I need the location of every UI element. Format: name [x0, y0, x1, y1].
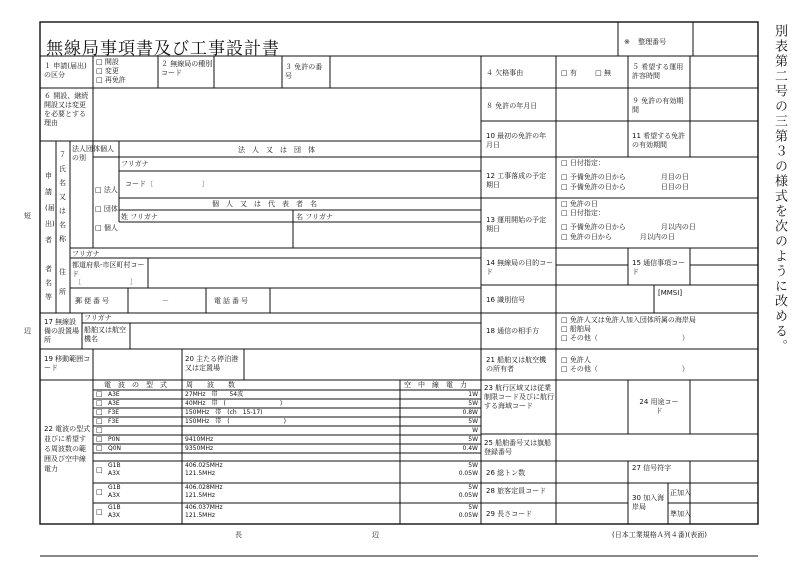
- field-26-label: 26 総トン数: [486, 469, 526, 477]
- home-port-input[interactable]: [245, 350, 480, 379]
- field-13-label: 13 運用開始の予定期日: [486, 216, 547, 233]
- checkbox-icon: [561, 334, 568, 342]
- f21-option-other[interactable]: □ その他（ ）: [561, 365, 689, 374]
- checkbox-icon: [561, 209, 568, 217]
- footer-note: (日本工業規格Ａ列４番)(表面): [612, 531, 707, 539]
- vessel-name-label: 船舶又は航空機名: [84, 326, 126, 343]
- checkbox-icon: [595, 69, 602, 77]
- field-17-label: 17 無線設備の設置場所: [44, 318, 79, 344]
- full-member-input[interactable]: [691, 484, 757, 502]
- power-cell: 0.4W: [462, 445, 478, 452]
- field-5-label: ５ 希望する運用許容時間: [632, 63, 684, 80]
- field-1-label: １ 申請(届出)の区分: [44, 62, 87, 79]
- field-14-label: 14 無線局の目的コード: [486, 259, 554, 276]
- associate-member-input[interactable]: [691, 504, 757, 523]
- checkbox-icon: [96, 58, 103, 66]
- field-10-label: 10 最初の免許の年月日: [486, 132, 547, 149]
- checkbox-icon: [561, 365, 568, 373]
- f1-option-new[interactable]: □ 開設: [96, 58, 126, 67]
- call-sign-input[interactable]: [557, 286, 757, 312]
- field-22-label: 22 電波の型式並びに希望する周波数の範囲及び空中線電力: [44, 425, 91, 473]
- field-21-label: 21 船舶又は航空機の所有者: [486, 356, 547, 373]
- emission-type-cell: G1B A3X: [108, 484, 121, 499]
- power-cell: 5W 0.05W: [458, 504, 478, 519]
- operating-hours-input[interactable]: [691, 57, 757, 87]
- field-19-label: 19 移動範囲コード: [44, 355, 91, 372]
- passenger-code-input[interactable]: [557, 484, 627, 502]
- frequency-cell: 150MHz 帯 ( ): [185, 418, 286, 425]
- mmsi-label: [MMSI]: [658, 289, 683, 297]
- f13-option-date[interactable]: □ 日付指定：: [561, 209, 696, 218]
- power-cell: 1W: [468, 391, 478, 398]
- f13-option-prelicense[interactable]: □ 予備免許の日から 月以内の日: [561, 223, 696, 232]
- power-cell: 5W 0.05W: [458, 484, 478, 499]
- station-type-code-input[interactable]: [215, 57, 281, 87]
- desired-validity-input[interactable]: [691, 122, 757, 156]
- prefecture-code-bracket: 〔 〕: [74, 278, 137, 286]
- emission-type-cell: A3E: [108, 400, 120, 407]
- installation-furigana-label: フリガナ: [84, 314, 112, 322]
- f13-options: [561, 200, 696, 242]
- checkbox-icon: [561, 223, 568, 231]
- frequency-cell: 27MHz 帯 54波: [185, 391, 244, 398]
- checkbox-icon: [561, 356, 568, 364]
- power-cell: 0.8W: [462, 409, 478, 416]
- emission-row-checkbox[interactable]: [96, 417, 103, 426]
- f4-options: [561, 69, 611, 78]
- phone-label: 電話番号: [214, 297, 250, 305]
- power-cell: 5W 0.05W: [458, 462, 478, 477]
- field-9-label: ９ 免許の有効期間: [632, 97, 684, 114]
- f1-option-change[interactable]: □ 変更: [96, 67, 126, 76]
- associate-member-label: 準加入: [670, 510, 691, 518]
- address-input[interactable]: [149, 259, 480, 287]
- f18-option-coast-station[interactable]: □ 免許人又は免許人加入団体所属の海岸局: [561, 316, 696, 325]
- bottom-label-2: 辺: [372, 531, 379, 539]
- registration-label: [624, 38, 666, 47]
- field-2-label: ２ 無線局の種別コード: [161, 60, 213, 77]
- power-cell: W: [472, 427, 478, 434]
- field-18-label: 18 通信の相手方: [486, 327, 540, 335]
- applicant-side-label: 者名等: [45, 265, 52, 301]
- checkbox-icon: [96, 67, 103, 75]
- field-12-label: 12 工事落成の予定期日: [486, 172, 547, 189]
- field-23-label: 23 航行区域又は従業制限コード及びに航行する海域コード: [484, 384, 554, 410]
- emission-type-cell: F3E: [108, 418, 120, 425]
- emission-type-cell: A3E: [108, 391, 120, 398]
- side-note: 別表第二号の三第３の様式を次のように改める。: [772, 24, 787, 354]
- checkbox-icon: [561, 69, 568, 77]
- f12-option-days[interactable]: □ 予備免許の日から 日目の日: [561, 183, 689, 192]
- field-16-label: 16 識別信号: [486, 296, 526, 304]
- f12-option-date[interactable]: □ 日付指定：: [561, 159, 689, 168]
- emission-row-checkbox[interactable]: [96, 435, 103, 444]
- field-15-label: 15 通信事項コード: [632, 259, 686, 276]
- field-30-label: 30 加入海岸局: [632, 494, 665, 511]
- emission-row-checkbox[interactable]: [96, 444, 103, 453]
- first-license-date-input[interactable]: [557, 122, 627, 156]
- phone-input[interactable]: [271, 289, 480, 312]
- power-cell: 5W: [468, 436, 478, 443]
- emission-type-cell: P0N: [108, 436, 120, 443]
- checkbox-icon: [561, 316, 568, 324]
- f12-option-months[interactable]: □ 予備免許の日から 月目の日: [561, 173, 689, 182]
- frequency-cell: 9350MHz: [185, 445, 214, 452]
- surname-label: 姓 フリガナ: [121, 213, 158, 221]
- postal-code-input[interactable]: [129, 289, 205, 312]
- form-title: 無線局事項書及び工事設計書: [46, 39, 280, 59]
- field-24-label: 24 用途コード: [639, 398, 679, 415]
- field-28-label: 28 旅客定員コード: [486, 487, 547, 495]
- field-3-label: ３ 免許の番号: [285, 63, 323, 80]
- usage-code-input[interactable]: [691, 381, 757, 433]
- corporate-individual-label: 法人団体個人の別: [72, 145, 114, 162]
- frequency-cell: 406.025MHz 121.5MHz: [185, 462, 223, 477]
- f18-option-other[interactable]: □ その他（ ）: [561, 334, 696, 343]
- emission-row-checkbox[interactable]: [96, 399, 103, 408]
- checkbox-icon: [561, 325, 568, 333]
- entity-option-individual[interactable]: □ 個人: [95, 224, 118, 233]
- checkbox-icon: [561, 200, 568, 208]
- license-date-input[interactable]: [557, 89, 627, 120]
- reg-mark: ※: [624, 38, 630, 46]
- ship-number-input[interactable]: [557, 435, 757, 460]
- checkbox-icon: [95, 186, 102, 194]
- f21-options: [561, 356, 689, 374]
- emission-row-checkbox[interactable]: [96, 466, 103, 475]
- f18-options: [561, 316, 696, 343]
- station-purpose-input[interactable]: [557, 249, 627, 284]
- emission-row-checkbox[interactable]: [96, 408, 103, 417]
- margin-left-1: 短: [24, 212, 31, 220]
- address-furigana-label: フリガナ: [72, 250, 100, 258]
- communication-code-input[interactable]: [691, 249, 757, 284]
- given-name-label: 名 フリガナ: [296, 213, 333, 221]
- f18-option-ship-station[interactable]: □ 船舶局: [561, 325, 696, 334]
- corporate-furigana-input[interactable]: [156, 158, 480, 170]
- checkbox-icon: [561, 183, 568, 191]
- checkbox-icon: [561, 233, 568, 241]
- field-7-side-label: 申請(届出)者: [45, 172, 55, 244]
- surname-input[interactable]: [120, 223, 292, 247]
- corporate-code-label: コード〔 〕: [125, 180, 209, 188]
- entity-option-group[interactable]: □ 団体: [95, 205, 118, 214]
- postal-hyphen: －: [162, 297, 169, 305]
- individual-header: 個 人 又 は 代 表 者 名: [212, 200, 317, 208]
- f12-options: [561, 159, 689, 192]
- checkbox-icon: [96, 76, 103, 84]
- field-6-label: ６ 開設、継続開設又は変更を必要とする理由: [44, 92, 89, 127]
- postal-code-label: 郵便番号: [75, 297, 111, 305]
- validity-period-input[interactable]: [691, 89, 757, 120]
- field-20-label: 20 主たる停泊港又は定置場: [185, 355, 239, 372]
- signal-letters-input[interactable]: [691, 462, 757, 482]
- emission-type-cell: G1B A3X: [108, 504, 121, 519]
- corporate-header: 法 人 又 は 団 体: [238, 146, 315, 154]
- installation-location-input[interactable]: [131, 324, 480, 348]
- corporate-name-input[interactable]: [220, 172, 480, 197]
- checkbox-icon: [561, 159, 568, 167]
- reason-input[interactable]: [94, 89, 480, 140]
- emission-type-cell: Q0N: [108, 445, 122, 452]
- f4-option-yes[interactable]: □ 有: [561, 69, 577, 77]
- power-cell: 5W: [468, 400, 478, 407]
- address-label: 住所: [59, 268, 66, 296]
- full-member-label: 正加入: [670, 489, 691, 497]
- power-cell: 5W: [468, 418, 478, 425]
- given-name-input[interactable]: [294, 223, 480, 247]
- bottom-rule: [0, 552, 797, 562]
- emission-type-header: 電 波 の 型 式: [104, 381, 167, 389]
- corporate-furigana-label: フリガナ: [121, 160, 149, 168]
- frequency-cell: 150MHz 帯 (ch 15-17): [185, 409, 263, 416]
- field-25-label: 25 船舶番号又は旗船登録番号: [484, 439, 552, 456]
- field-11-label: 11 希望する免許の有効期間: [632, 132, 686, 149]
- f13-option-license-months[interactable]: □ 免許の日から 月以内の日: [561, 233, 696, 242]
- checkbox-icon: [95, 205, 102, 213]
- license-number-input[interactable]: [331, 57, 480, 87]
- registration-number-field[interactable]: [694, 23, 757, 55]
- reg-label: 整理番号: [638, 38, 667, 46]
- field-7-label: ７ 氏名又は名称: [59, 151, 66, 243]
- emission-type-cell: G1B A3X: [108, 462, 121, 477]
- frequency-cell: 406.028MHz 121.5MHz: [185, 484, 223, 499]
- frequency-cell: 40MHz 帯 ( ): [185, 400, 283, 407]
- f21-option-licensee[interactable]: □ 免許人: [561, 356, 689, 365]
- emission-row-checkbox[interactable]: [96, 488, 103, 497]
- f4-option-no[interactable]: □ 無: [595, 69, 611, 77]
- checkbox-icon: [561, 173, 568, 181]
- frequency-header: 周 波 数: [186, 381, 235, 389]
- emission-row-checkbox[interactable]: [96, 390, 103, 399]
- navigation-area-input[interactable]: [557, 381, 627, 433]
- entity-type-options: [95, 186, 118, 233]
- checkbox-icon: [95, 224, 102, 232]
- f13-option-license-day[interactable]: □ 免許の日: [561, 200, 696, 209]
- frequency-cell: 9410MHz: [185, 436, 214, 443]
- emission-row-checkbox[interactable]: [96, 426, 103, 435]
- entity-option-corporation[interactable]: □ 法人: [95, 186, 118, 195]
- field-8-label: ８ 免許の年月日: [486, 102, 538, 110]
- gross-tonnage-input[interactable]: [557, 462, 627, 482]
- field-29-label: 29 長さコード: [486, 510, 533, 518]
- length-code-input[interactable]: [557, 504, 627, 523]
- f1-options: [96, 58, 126, 85]
- power-header: 空 中 線 電 力: [404, 381, 467, 389]
- movement-range-input[interactable]: [94, 350, 181, 379]
- margin-left-2: 辺: [24, 327, 31, 335]
- field-4-label: ４ 欠格事由: [486, 69, 524, 77]
- field-27-label: 27 信号符字: [632, 464, 672, 472]
- prefecture-code-label: 都道府県-市区町村コード: [72, 261, 145, 278]
- emission-type-cell: F3E: [108, 409, 120, 416]
- bottom-label-1: 長: [235, 531, 242, 539]
- f1-option-renewal[interactable]: □ 再免許: [96, 76, 126, 85]
- emission-row-checkbox[interactable]: [96, 508, 103, 517]
- frequency-cell: 406.037MHz 121.5MHz: [185, 504, 223, 519]
